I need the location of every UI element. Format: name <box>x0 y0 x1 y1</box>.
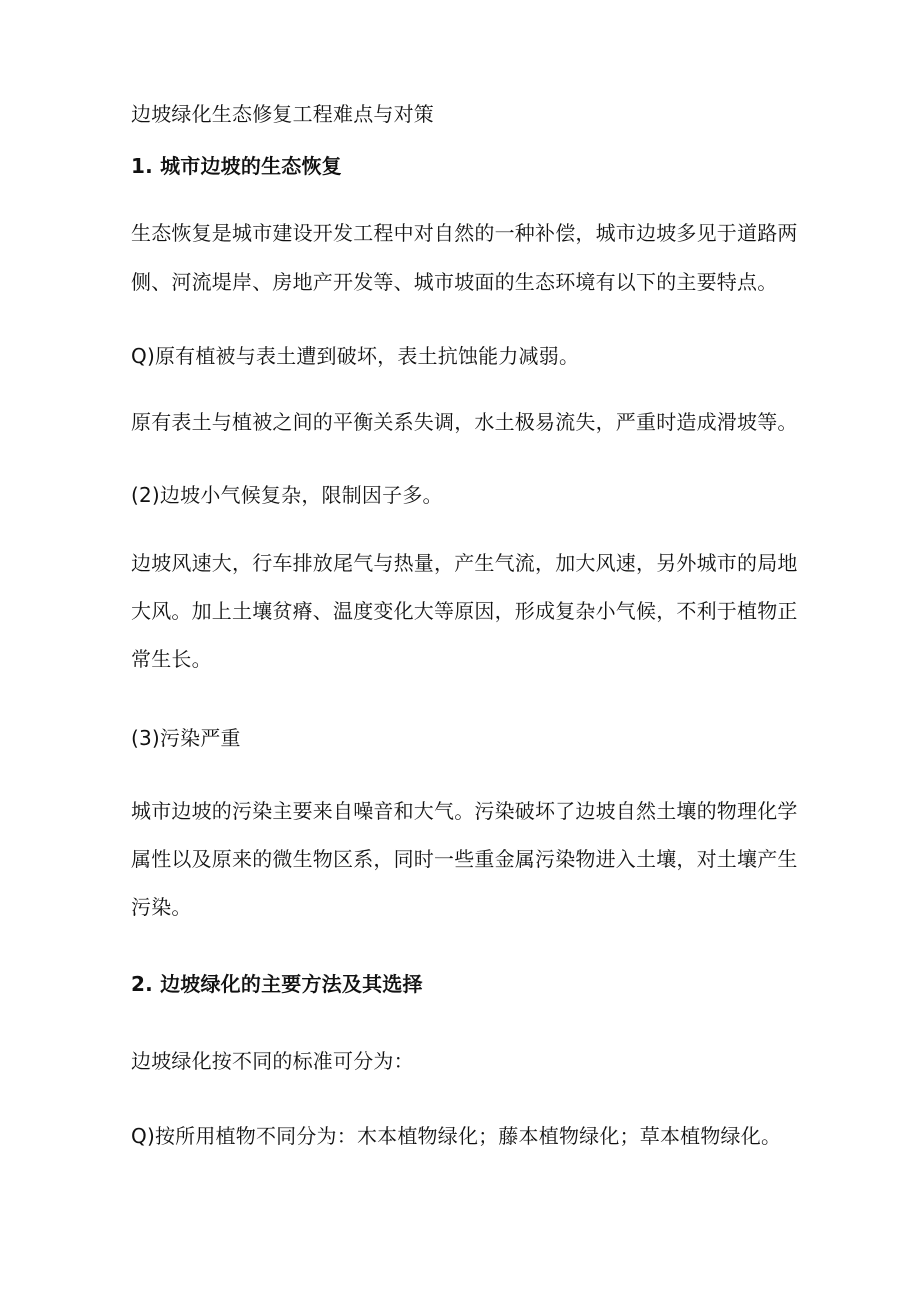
section-1-heading: 1. 城市边坡的生态恢复 <box>131 154 342 178</box>
point-3-body-line-2: 属性以及原来的微生物区系，同时一些重金属污染物进入土壤，对土壤产生 <box>131 847 798 871</box>
point-2-body-line-1: 边坡风速大，行车排放尾气与热量，产生气流，加大风速，另外城市的局地 <box>131 551 798 575</box>
section-2-point-1: Q)按所用植物不同分为：木本植物绿化；藤本植物绿化；草本植物绿化。 <box>131 1124 782 1148</box>
point-1-body: 原有表土与植被之间的平衡关系失调，水土极易流失，严重时造成滑坡等。 <box>131 410 798 434</box>
point-1-title: Q)原有植被与表土遭到破坏，表土抗蚀能力减弱。 <box>131 344 580 368</box>
point-2-body-line-2: 大风。加上土壤贫瘠、温度变化大等原因，形成复杂小气候，不利于植物正 <box>131 599 798 623</box>
section-2-heading: 2. 边坡绿化的主要方法及其选择 <box>131 972 423 996</box>
document-title: 边坡绿化生态修复工程难点与对策 <box>131 102 434 126</box>
point-3-body-line-3: 污染。 <box>131 895 192 919</box>
section-2-intro: 边坡绿化按不同的标准可分为： <box>131 1049 414 1073</box>
section-1-intro-line-1: 生态恢复是城市建设开发工程中对自然的一种补偿，城市边坡多见于道路两 <box>131 221 798 245</box>
point-2-title: (2)边坡小气候复杂，限制因子多。 <box>131 483 443 507</box>
point-2-body-line-3: 常生长。 <box>131 647 212 671</box>
point-3-title: (3)污染严重 <box>131 726 241 750</box>
point-3-body-line-1: 城市边坡的污染主要来自噪音和大气。污染破坏了边坡自然土壤的物理化学 <box>131 799 798 823</box>
section-1-intro-line-2: 侧、河流堤岸、房地产开发等、城市坡面的生态环境有以下的主要特点。 <box>131 270 778 294</box>
